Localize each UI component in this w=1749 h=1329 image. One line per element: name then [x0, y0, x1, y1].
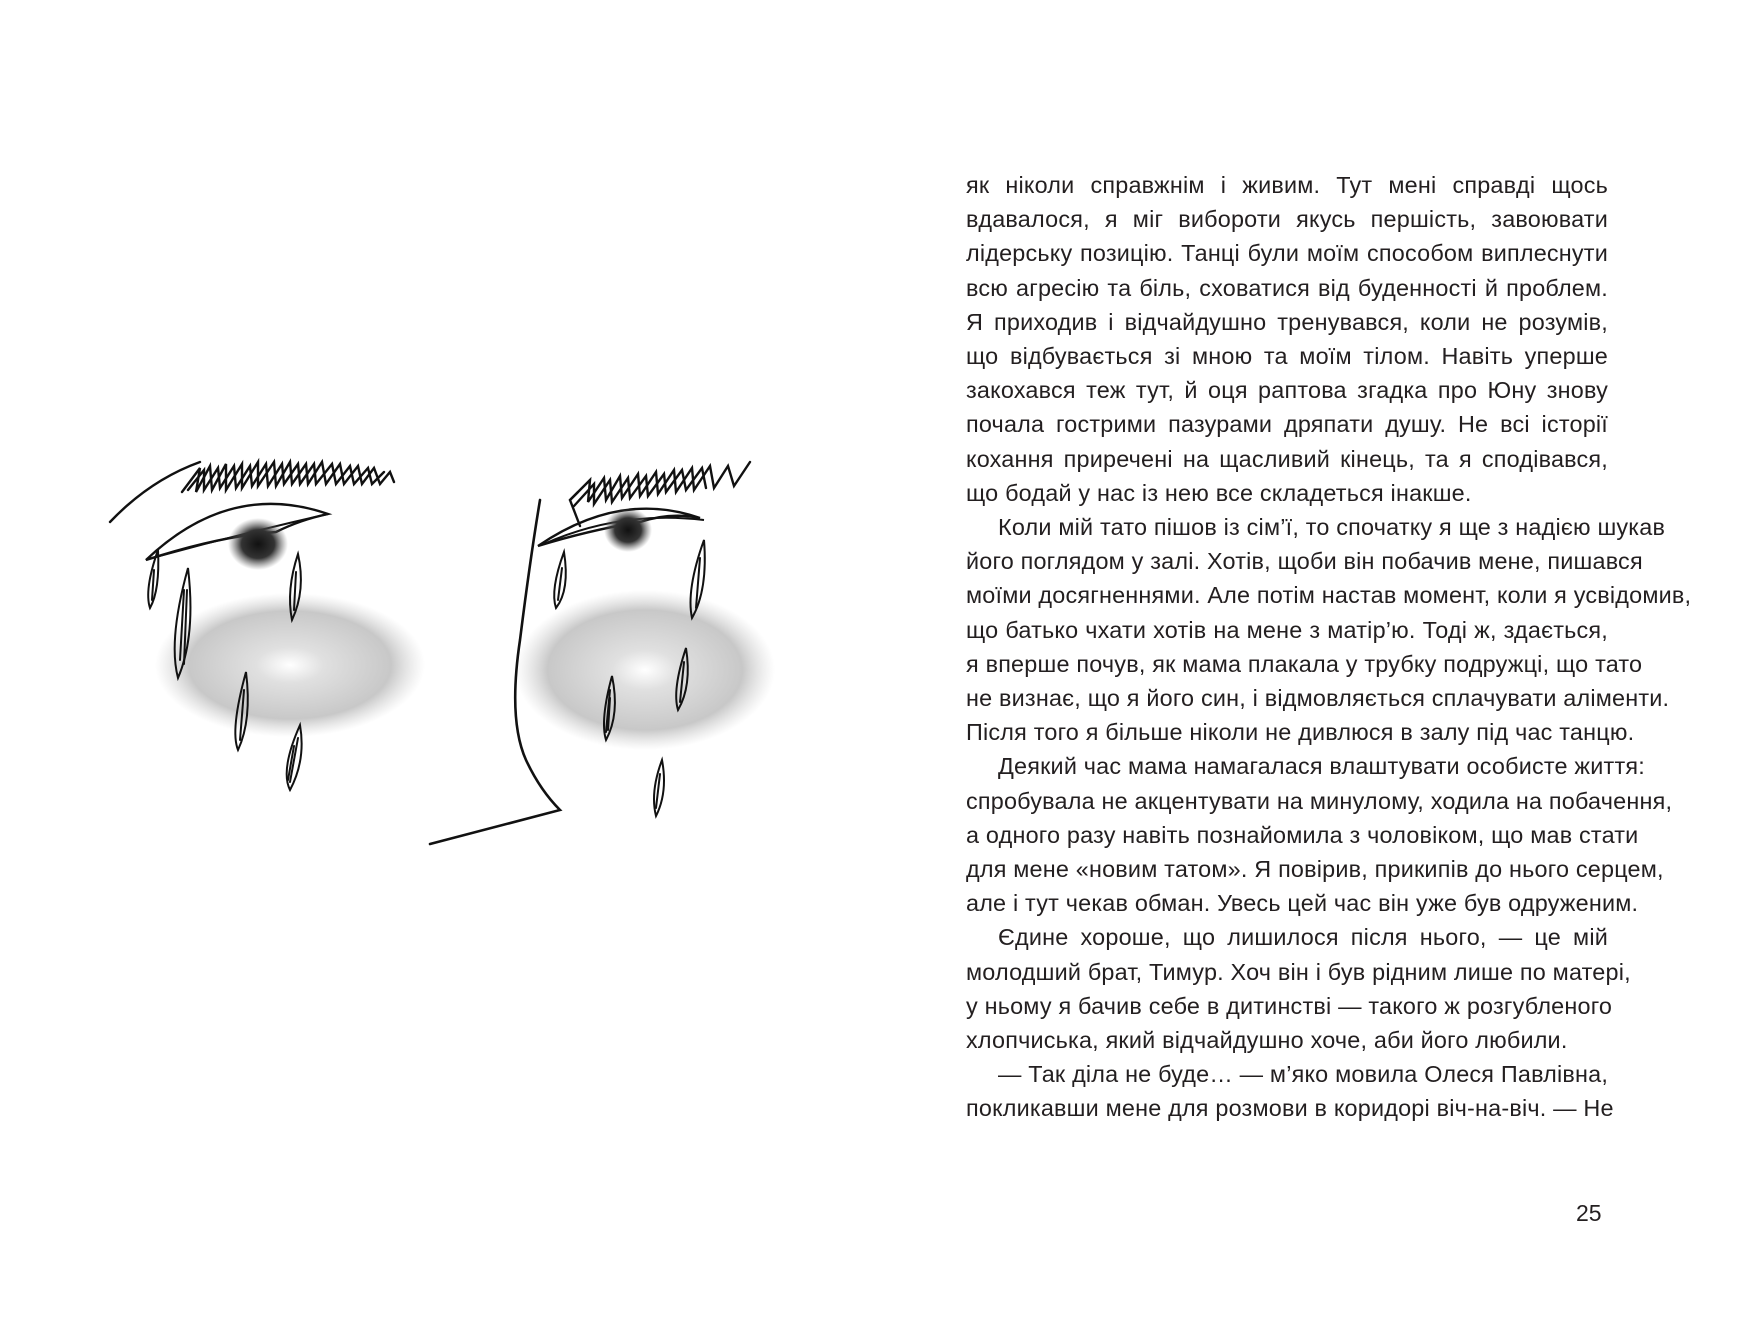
- text-line: але і тут чекав обман. Увесь цей час він уже був одруженим.: [966, 890, 1639, 917]
- text-line: Коли мій тато пішов із сім’ї, то спочатку я ще з надією шукав: [998, 514, 1666, 541]
- paragraph-2: [966, 510, 1692, 749]
- text-line: кохання приречені на щасливий кінець, та я сподівався,: [966, 445, 1608, 472]
- text-line: моїми досягненнями. Але потім настав момент, коли я усвідомив,: [966, 582, 1692, 609]
- text-line: лідерську позицію. Танці були моїм способом виплеснути: [966, 240, 1608, 267]
- paragraph-4: [966, 920, 1631, 1057]
- text-line: хлопчиська, який відчайдушно хоче, аби його любили.: [966, 1027, 1568, 1054]
- right-cheek-shadow: [515, 590, 775, 750]
- left-eyebrow: [110, 462, 394, 522]
- text-line: Деякий час мама намагалася влаштувати особисте життя:: [998, 753, 1645, 780]
- text-line: Після того я більше ніколи не дивлюся в залу під час танцю.: [966, 719, 1635, 746]
- text-line: я вперше почув, як мама плакала у трубку подружці, що тато: [966, 650, 1643, 677]
- paragraph-1: [966, 168, 1608, 510]
- text-line: почала гострими пазурами дряпати душу. Не всі історії: [966, 411, 1608, 438]
- text-line: молодший брат, Тимур. Хоч він і був рідним лише по матері,: [966, 958, 1631, 985]
- text-line: всю агресію та біль, сховатися від буденності й проблем.: [966, 274, 1608, 301]
- text-line: спробувала не акцентувати на минулому, ходила на побачення,: [966, 787, 1673, 814]
- right-eye: [430, 462, 775, 844]
- right-pupil: [604, 508, 652, 552]
- text-line: як ніколи справжнім і живим. Тут мені справді щось: [966, 172, 1608, 198]
- text-line: що батько чхати хотів на мене з матір’ю. Тоді ж, здається,: [966, 616, 1608, 643]
- text-line: у ньому я бачив себе в дитинстві — такого ж розгубленого: [966, 992, 1613, 1019]
- left-eye: [110, 462, 425, 790]
- body-text: [966, 168, 1692, 1126]
- text-line: а одного разу навіть познайомила з чоловіком, що мав стати: [966, 821, 1639, 848]
- paragraph-5: [966, 1057, 1614, 1125]
- text-line: його поглядом у залі. Хотів, щоби він побачив мене, пишався: [966, 548, 1643, 575]
- text-line: — Так діла не буде… — м’яко мовила Олеся Павлівна,: [998, 1061, 1609, 1088]
- text-line: що відбувається зі мною та моїм тілом. Навіть уперше: [966, 343, 1608, 370]
- left-pupil: [228, 518, 288, 570]
- paragraph-3: [966, 749, 1673, 920]
- text-line: що бодай у нас із нею все складеться інакше.: [966, 479, 1472, 506]
- text-line: покликавши мене для розмови в коридорі віч-на-віч. — Не: [966, 1095, 1614, 1122]
- crying-eyes-drawing: [100, 440, 860, 960]
- text-line: вдавалося, я міг вибороти якусь першість, завоювати: [966, 206, 1608, 233]
- text-line: Я приходив і відчайдушно тренувався, коли не розумів,: [966, 308, 1608, 335]
- text-line: закохався теж тут, й оця раптова згадка про Юну знову: [966, 377, 1608, 404]
- page-number: 25: [1576, 1200, 1602, 1226]
- text-line: Єдине хороше, що лишилося після нього, — це мій: [998, 924, 1608, 951]
- left-cheek-shadow: [155, 593, 425, 737]
- crying-eyes-illustration: [100, 440, 860, 960]
- text-line: для мене «новим татом». Я повірив, прикипів до нього серцем,: [966, 856, 1664, 883]
- text-line: не визнає, що я його син, і відмовляється сплачувати аліменти.: [966, 685, 1670, 712]
